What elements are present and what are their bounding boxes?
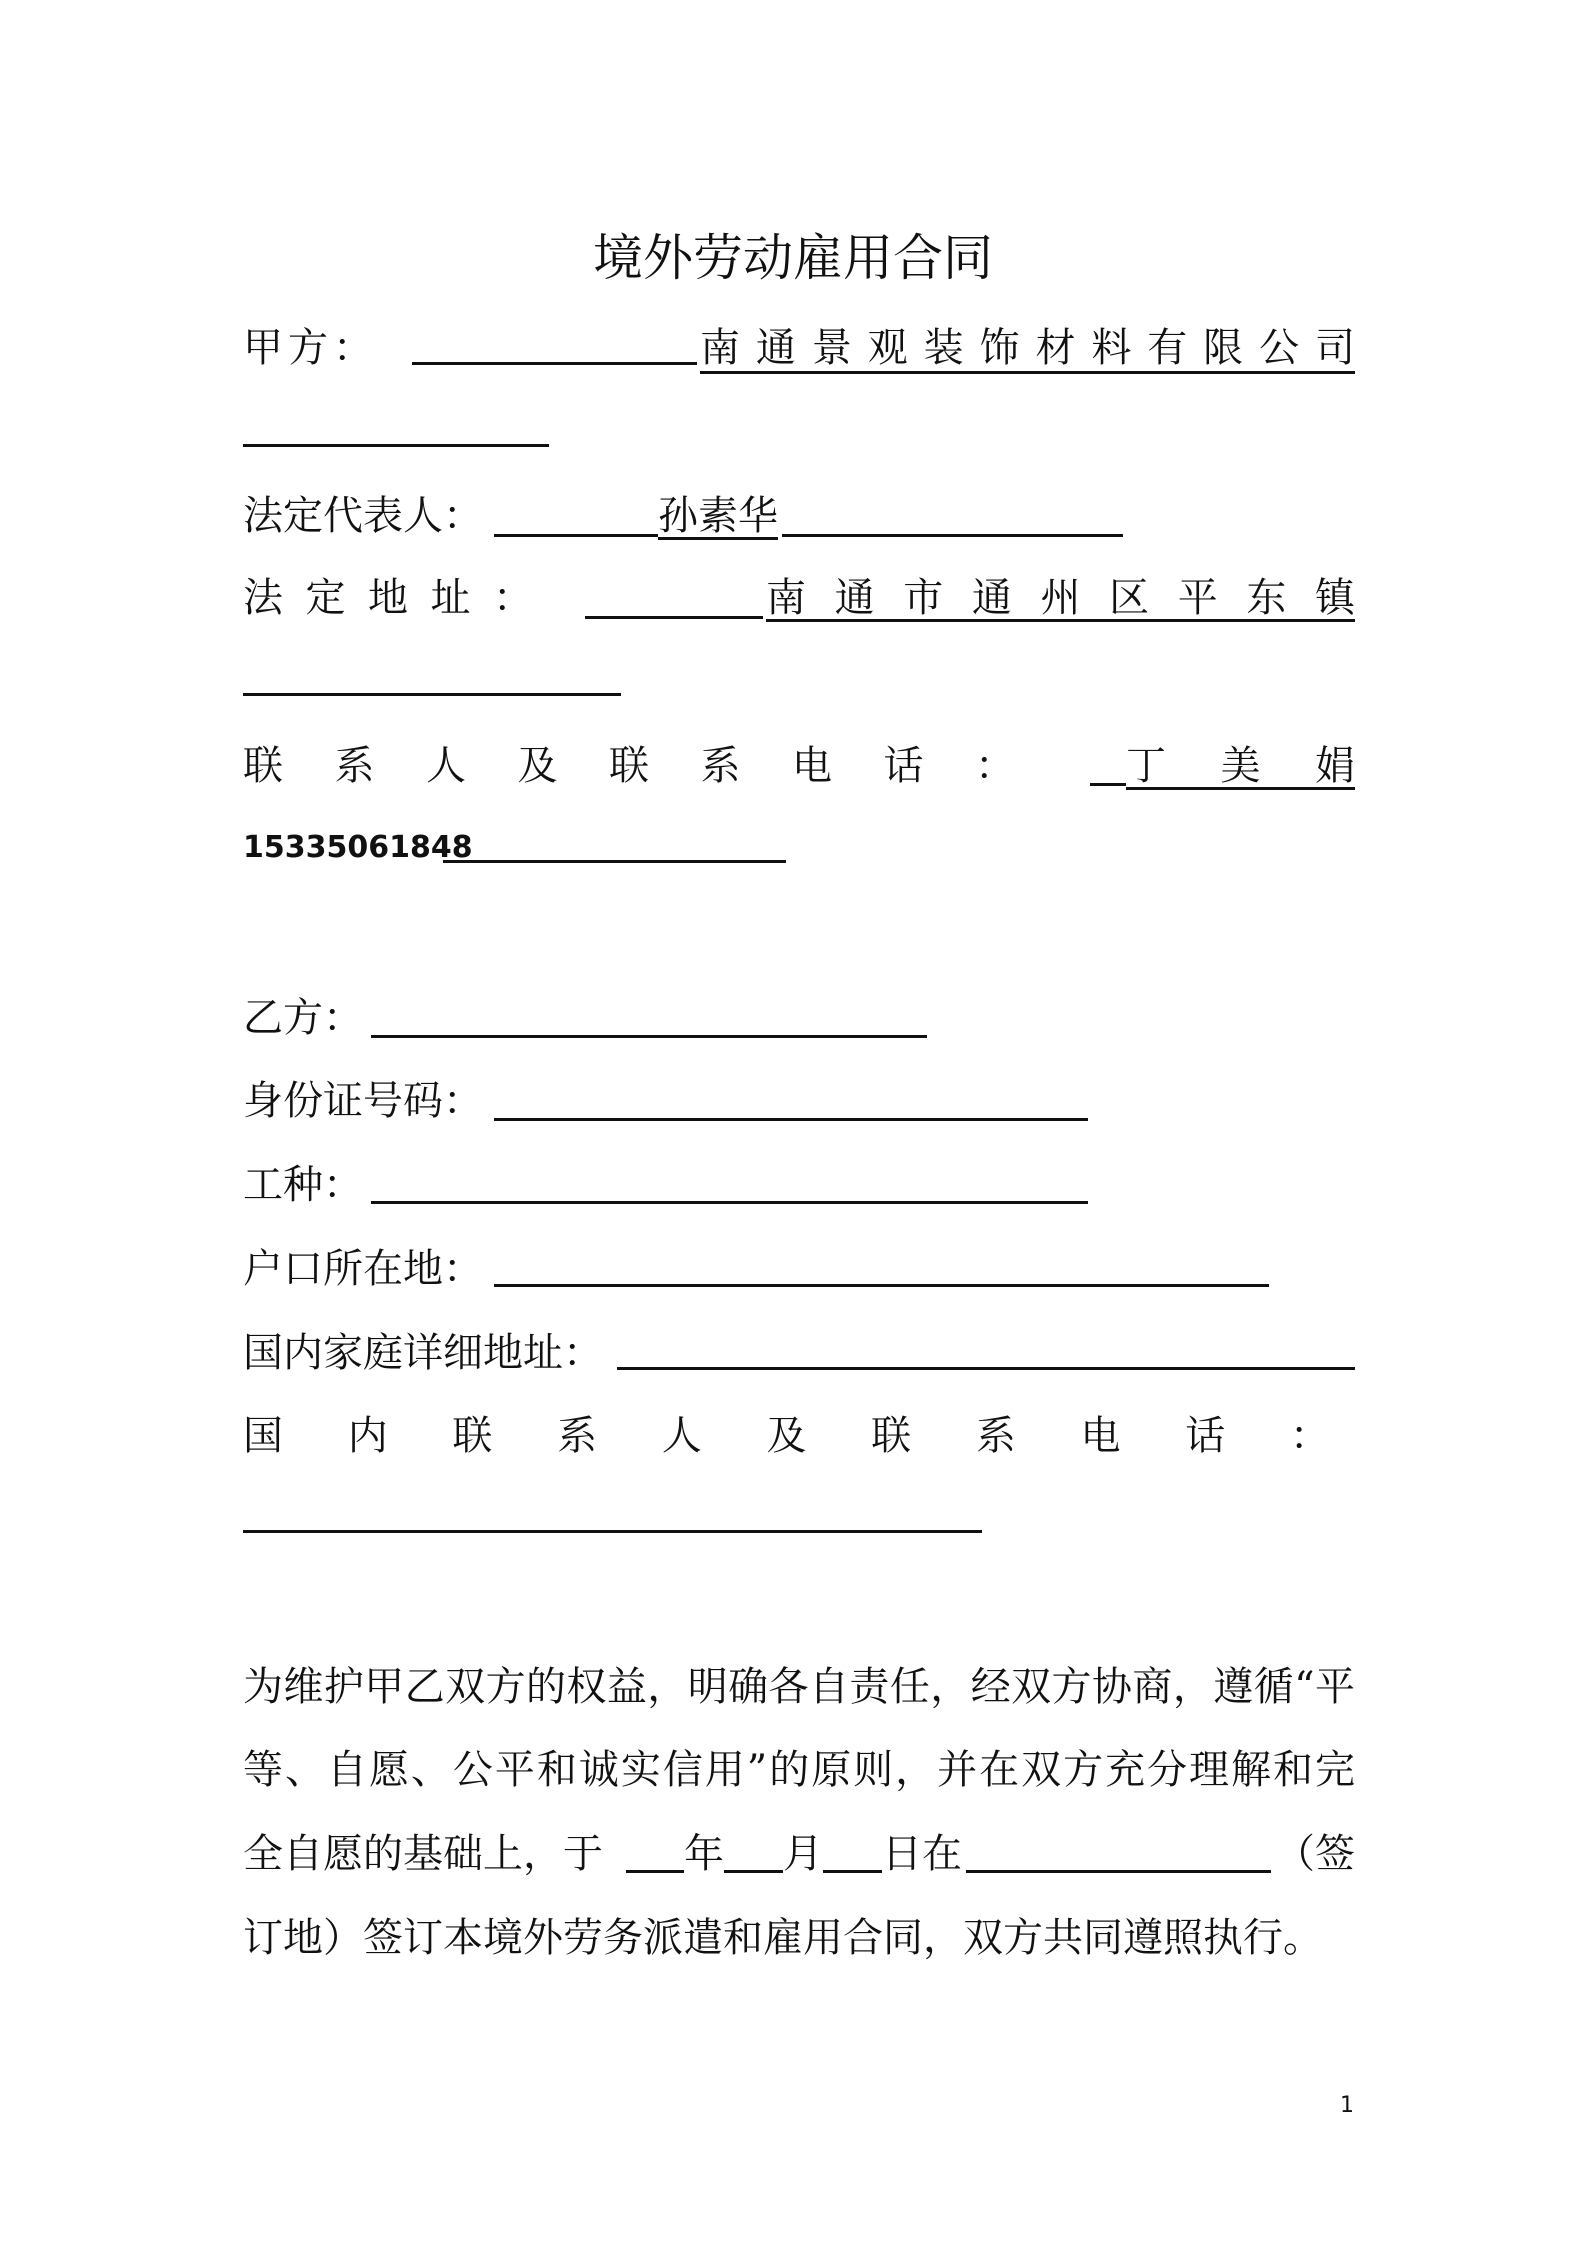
domestic-contact-field[interactable] (243, 1530, 982, 1533)
address-blank-line (585, 616, 763, 619)
party-a-blank-line (412, 362, 697, 365)
address-value: 南 通 市 通 州 区 平 东 镇 (766, 575, 1355, 621)
job-type-field[interactable] (371, 1201, 1088, 1204)
preamble-line-4: 订地）签订本境外劳务派遣和雇用合同，双方共同遵照执行。 (243, 1915, 1323, 1961)
address-label: 法 定 地 址 ： (243, 575, 533, 621)
preamble-line-2: 等、自愿、公平和诚实信用”的原则，并在双方充分理解和完 (243, 1747, 1355, 1793)
party-a-label: 甲 方 ： (243, 325, 373, 371)
contact-label: 联 系 人 及 联 系 电 话 ： (243, 743, 1015, 789)
month-label: 月 (783, 1831, 823, 1877)
hukou-label: 户口所在地： (243, 1246, 483, 1292)
party-b-label: 乙方： (243, 995, 363, 1041)
party-b-name-field[interactable] (371, 1035, 927, 1038)
year-label: 年 (684, 1831, 724, 1877)
contact-blank-line (1090, 783, 1126, 786)
year-field[interactable] (626, 1870, 684, 1873)
day-field[interactable] (823, 1870, 882, 1873)
month-field[interactable] (724, 1870, 783, 1873)
home-address-field[interactable] (617, 1367, 1355, 1370)
hukou-field[interactable] (494, 1284, 1269, 1287)
contact-name: 丁 美 娟 (1126, 743, 1355, 789)
page-number: 1 (1340, 2093, 1354, 2118)
legal-rep-blank-right (782, 534, 1123, 537)
sign-place-label: （签 (1275, 1831, 1355, 1877)
day-place-label: 日在 (882, 1831, 962, 1877)
address-continuation-line (243, 693, 621, 696)
contact-phone-line (443, 860, 786, 863)
legal-rep-name: 孙素华 (658, 493, 778, 539)
legal-rep-label: 法定代表人： (243, 493, 483, 539)
id-number-label: 身份证号码： (243, 1078, 483, 1124)
sign-place-field[interactable] (966, 1870, 1271, 1873)
contact-phone: 15335061848 (243, 830, 473, 865)
domestic-contact-label: 国 内 联 系 人 及 联 系 电 话 ： (243, 1413, 1330, 1459)
job-type-label: 工种： (243, 1162, 363, 1208)
preamble-line-3-prefix: 全自愿的基础上，于 (243, 1831, 603, 1877)
party-a-name: 南 通 景 观 装 饰 材 料 有 限 公 司 (700, 328, 1355, 374)
legal-rep-blank-left (494, 534, 658, 537)
party-a-name-continuation-line (243, 444, 549, 447)
home-address-label: 国内家庭详细地址： (243, 1330, 603, 1376)
preamble-line-1: 为维护甲乙双方的权益，明确各自责任，经双方协商，遵循“平 (243, 1664, 1355, 1710)
id-number-field[interactable] (494, 1118, 1088, 1121)
page-title: 境外劳动雇用合同 (593, 229, 993, 287)
